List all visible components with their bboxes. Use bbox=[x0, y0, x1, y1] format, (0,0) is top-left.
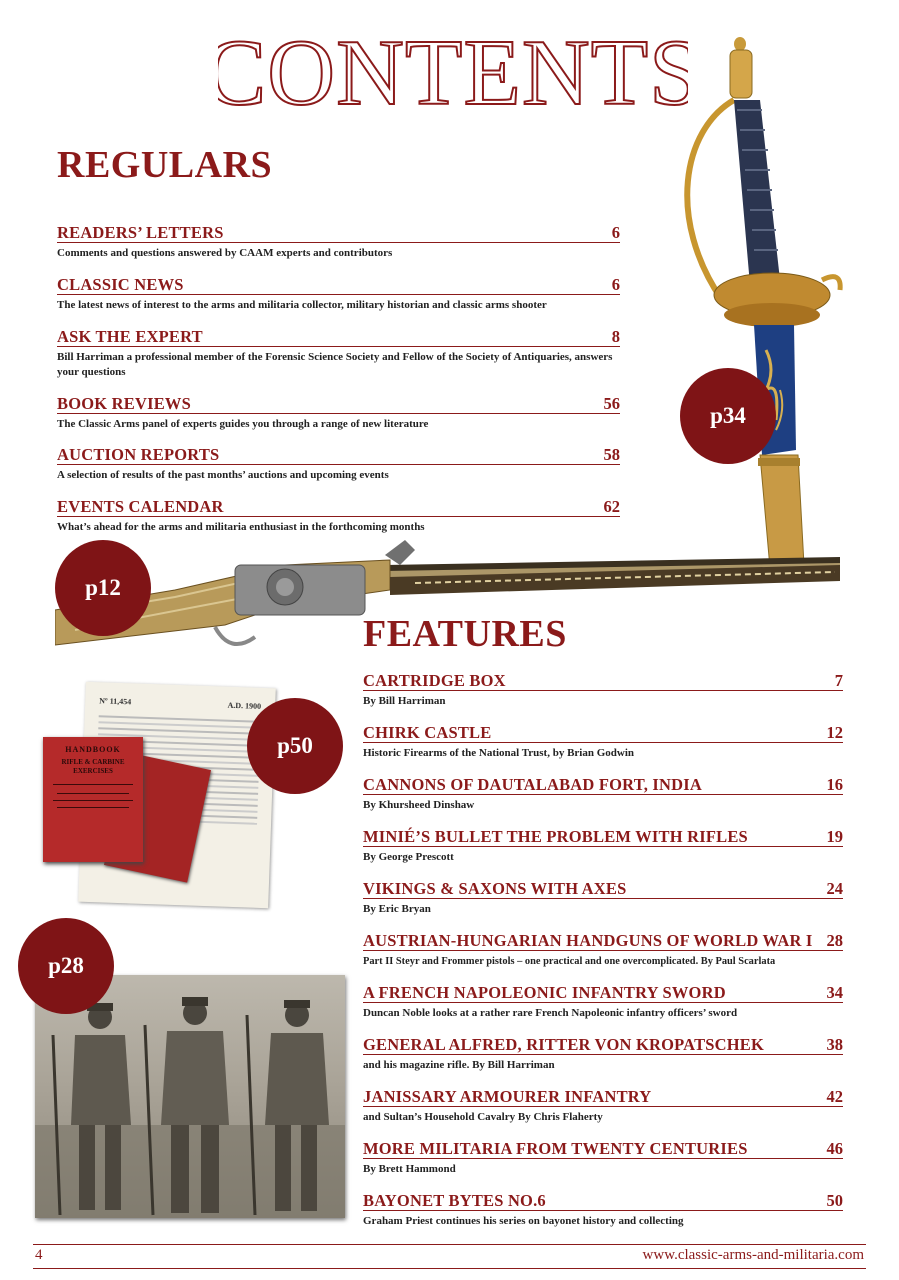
entry-title: CARTRIDGE BOX bbox=[363, 671, 506, 690]
entry-page: 56 bbox=[603, 394, 620, 413]
entry-description: By George Prescott bbox=[363, 851, 454, 863]
entry-title: AUCTION REPORTS bbox=[57, 445, 220, 464]
feature-entry-more-militaria[interactable] bbox=[363, 1139, 843, 1177]
entry-description: The latest news of interest to the arms and militaria collector, military historian and classic arms shooter bbox=[57, 299, 547, 311]
entry-page: 34 bbox=[826, 983, 843, 1002]
entry-title: BOOK REVIEWS bbox=[57, 394, 191, 413]
entry-title: AUSTRIAN-HUNGARIAN HANDGUNS OF WORLD WAR I bbox=[363, 931, 813, 950]
sword-image bbox=[662, 30, 852, 590]
entry-description: By Eric Bryan bbox=[363, 903, 431, 915]
feature-entry-minies-bullet[interactable] bbox=[363, 827, 843, 865]
entry-page: 6 bbox=[611, 223, 620, 242]
entry-description: Duncan Noble looks at a rather rare French Napoleonic infantry officers’ sword bbox=[363, 1007, 738, 1019]
entry-description: The Classic Arms panel of experts guides you through a range of new literature bbox=[57, 418, 429, 430]
patent-year: A.D. 1900 bbox=[227, 700, 262, 711]
entry-title: READERS’ LETTERS bbox=[57, 223, 224, 242]
red-handbook-front bbox=[43, 737, 143, 862]
footer-page-number: 4 bbox=[35, 1247, 43, 1263]
entry-description: and his magazine rifle. By Bill Harriman bbox=[363, 1059, 555, 1071]
feature-entry-bayonet-bytes[interactable] bbox=[363, 1191, 843, 1229]
entry-title: GENERAL ALFRED, RITTER VON KROPATSCHEK bbox=[363, 1035, 765, 1054]
entry-description: and Sultan’s Household Cavalry By Chris Flaherty bbox=[363, 1111, 603, 1123]
feature-entry-vikings-saxons[interactable] bbox=[363, 879, 843, 917]
entry-title: MINIÉ’S BULLET THE PROBLEM WITH RIFLES bbox=[363, 827, 748, 846]
entry-page: 42 bbox=[826, 1087, 843, 1106]
entry-description: By Brett Hammond bbox=[363, 1163, 456, 1175]
regular-entry-events-calendar[interactable] bbox=[57, 497, 620, 535]
entry-page: 24 bbox=[826, 879, 843, 898]
page-badge-p50[interactable]: p50 bbox=[247, 698, 343, 794]
footer-website-link[interactable]: www.classic-arms-and-militaria.com bbox=[642, 1247, 864, 1263]
entry-title: VIKINGS & SAXONS WITH AXES bbox=[363, 879, 627, 898]
contents-title-graphic bbox=[218, 22, 688, 122]
entry-title: EVENTS CALENDAR bbox=[57, 497, 224, 516]
handbook-cover-subtitle: RIFLE & CARBINE EXERCISES bbox=[61, 758, 125, 775]
entry-description: Historic Firearms of the National Trust, by Brian Godwin bbox=[363, 747, 635, 759]
handbook-cover-title: HANDBOOK bbox=[65, 745, 121, 754]
entry-title: MORE MILITARIA FROM TWENTY CENTURIES bbox=[363, 1139, 748, 1158]
entry-title: CHIRK CASTLE bbox=[363, 723, 492, 742]
feature-entry-french-napoleonic-sword[interactable] bbox=[363, 983, 843, 1021]
entry-title: A FRENCH NAPOLEONIC INFANTRY SWORD bbox=[363, 983, 726, 1002]
entry-page: 38 bbox=[826, 1035, 843, 1054]
entry-page: 19 bbox=[826, 827, 843, 846]
feature-entry-chirk-castle[interactable] bbox=[363, 723, 843, 761]
soldiers-photo bbox=[35, 975, 345, 1218]
entry-page: 46 bbox=[826, 1139, 843, 1158]
patent-number: Nº 11,454 bbox=[99, 696, 132, 707]
regular-entry-readers-letters[interactable] bbox=[57, 223, 620, 261]
feature-entry-austrian-hungarian-handguns[interactable] bbox=[363, 931, 843, 969]
entry-title: ASK THE EXPERT bbox=[57, 327, 203, 346]
entry-page: 6 bbox=[611, 275, 620, 294]
entry-description: Bill Harriman a professional member of the Forensic Science Society and Fellow of the Society of Antiquaries, answers your questions bbox=[57, 351, 613, 378]
entry-title: BAYONET BYTES NO.6 bbox=[363, 1191, 546, 1210]
feature-entry-cartridge-box[interactable] bbox=[363, 671, 843, 709]
features-heading: FEATURES bbox=[363, 613, 567, 655]
regular-entry-classic-news[interactable] bbox=[57, 275, 620, 313]
contents-title bbox=[218, 22, 688, 122]
footer-rule-top bbox=[33, 1244, 866, 1245]
entry-description: Graham Priest continues his series on bayonet history and collecting bbox=[363, 1215, 684, 1227]
feature-entry-cannons-dautalabad[interactable] bbox=[363, 775, 843, 813]
entry-description: A selection of results of the past months’ auctions and upcoming events bbox=[57, 469, 389, 481]
entry-title: CLASSIC NEWS bbox=[57, 275, 184, 294]
regulars-heading: REGULARS bbox=[57, 144, 273, 186]
feature-entry-janissary-armourer[interactable] bbox=[363, 1087, 843, 1125]
feature-entry-kropatschek[interactable] bbox=[363, 1035, 843, 1073]
entry-page: 58 bbox=[603, 445, 620, 464]
entry-page: 62 bbox=[603, 497, 620, 516]
footer-rule-bottom bbox=[33, 1268, 866, 1269]
page-badge-p12[interactable]: p12 bbox=[55, 540, 151, 636]
entry-page: 7 bbox=[834, 671, 843, 690]
page-badge-p28[interactable]: p28 bbox=[18, 918, 114, 1014]
handbook-documents-image bbox=[40, 685, 280, 910]
page-badge-p34[interactable]: p34 bbox=[680, 368, 776, 464]
entry-description: By Khursheed Dinshaw bbox=[363, 799, 475, 811]
entry-title: CANNONS OF DAUTALABAD FORT, INDIA bbox=[363, 775, 702, 794]
entry-page: 12 bbox=[826, 723, 843, 742]
entry-title: JANISSARY ARMOURER INFANTRY bbox=[363, 1087, 652, 1106]
entry-page: 50 bbox=[826, 1191, 843, 1210]
entry-page: 16 bbox=[826, 775, 843, 794]
contents-title-text: CONTENTS bbox=[218, 22, 688, 122]
regular-entry-book-reviews[interactable] bbox=[57, 394, 620, 432]
entry-description: Comments and questions answered by CAAM experts and contributors bbox=[57, 247, 393, 259]
entry-description: What’s ahead for the arms and militaria enthusiast in the forthcoming months bbox=[57, 521, 425, 533]
regular-entry-ask-the-expert[interactable] bbox=[57, 327, 620, 380]
entry-page: 8 bbox=[611, 327, 620, 346]
entry-description: By Bill Harriman bbox=[363, 695, 446, 707]
entry-description: Part II Steyr and Frommer pistols – one practical and one overcomplicated. By Paul Scarlata bbox=[363, 956, 776, 967]
entry-page: 28 bbox=[826, 931, 843, 950]
regular-entry-auction-reports[interactable] bbox=[57, 445, 620, 483]
